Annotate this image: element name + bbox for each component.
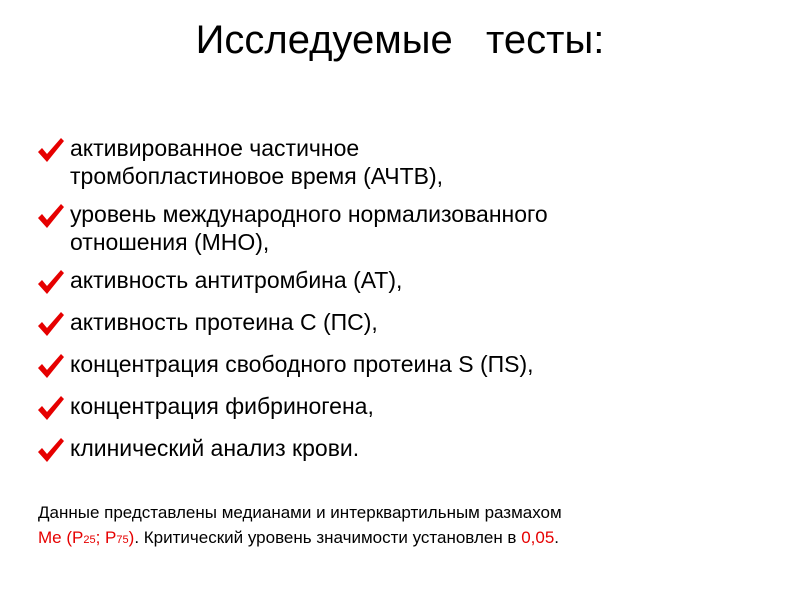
list-item xyxy=(36,200,776,256)
list-item xyxy=(36,350,776,382)
list-item-text: активность антитромбина (АТ), xyxy=(70,267,403,293)
check-mark-icon xyxy=(36,202,70,232)
list-item-text: клинический анализ крови. xyxy=(70,435,360,461)
list-item xyxy=(36,266,776,298)
list-item xyxy=(36,134,776,190)
median-notation: Me (P25; P75) xyxy=(38,528,135,547)
list-item-text: концентрация фибриногена, xyxy=(70,393,374,419)
footnote-line-1: Данные представлены медианами и интерквартильным размахом xyxy=(38,503,562,522)
check-mark-icon xyxy=(36,394,70,424)
significance-text: . Критический уровень значимости установлен в xyxy=(134,528,522,547)
check-mark-icon xyxy=(36,136,70,166)
check-mark-icon xyxy=(36,352,70,382)
significance-threshold: 0,05 xyxy=(521,528,555,547)
footnote-line-2: Me (P25; P75). Критический уровень значимости установлен в 0,05. xyxy=(38,528,560,547)
list-item-text: уровень международного нормализованного отношения (МНО), xyxy=(70,201,548,255)
list-item xyxy=(36,434,776,466)
list-item-text: активность протеина С (ПС), xyxy=(70,309,378,335)
list-item xyxy=(36,308,776,340)
list-item xyxy=(36,392,776,424)
list-item-text: концентрация свободного протеина S (ПS), xyxy=(70,351,534,377)
check-mark-icon xyxy=(36,310,70,340)
slide-title: Исследуемые тесты: xyxy=(195,18,605,62)
list-item-text: активированное частичное тромбопластиновое время (АЧТВ), xyxy=(70,135,444,189)
check-mark-icon xyxy=(36,436,70,466)
footnote xyxy=(38,500,778,553)
test-list xyxy=(36,134,776,476)
check-mark-icon xyxy=(36,268,70,298)
